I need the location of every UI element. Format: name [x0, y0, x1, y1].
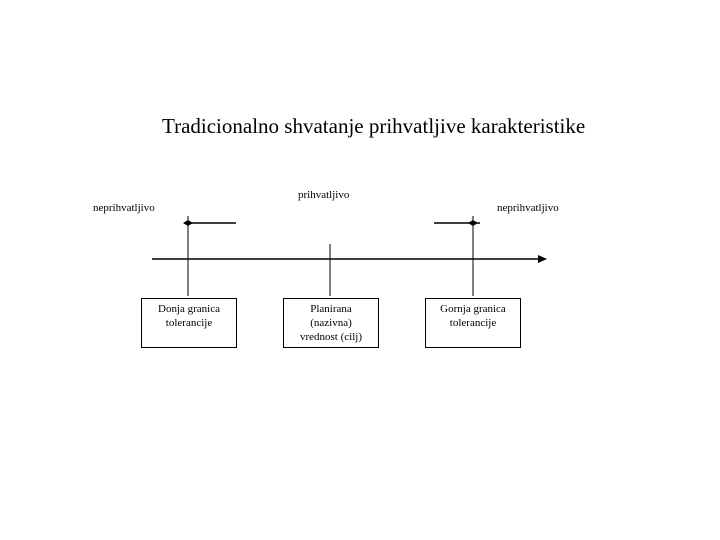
upper-limit-point — [468, 220, 478, 226]
label-unacceptable-right: neprihvatljivo — [497, 202, 559, 214]
lower-tolerance-box — [141, 298, 237, 348]
diagram-title: Tradicionalno shvatanje prihvatljive karakteristike — [162, 114, 586, 138]
axis-arrowhead — [538, 255, 547, 263]
upper-tolerance-text: Gornja granica tolerancije — [440, 303, 506, 329]
lower-limit-point — [183, 220, 193, 226]
upper-tolerance-box — [425, 298, 521, 348]
lower-tolerance-text: Donja granica tolerancije — [158, 303, 220, 329]
label-unacceptable-left: neprihvatljivo — [93, 202, 155, 214]
target-value-text: Planirana (nazivna) vrednost (cilj) — [299, 303, 362, 343]
label-acceptable: prihvatljivo — [298, 189, 350, 201]
target-value-box — [283, 298, 379, 348]
